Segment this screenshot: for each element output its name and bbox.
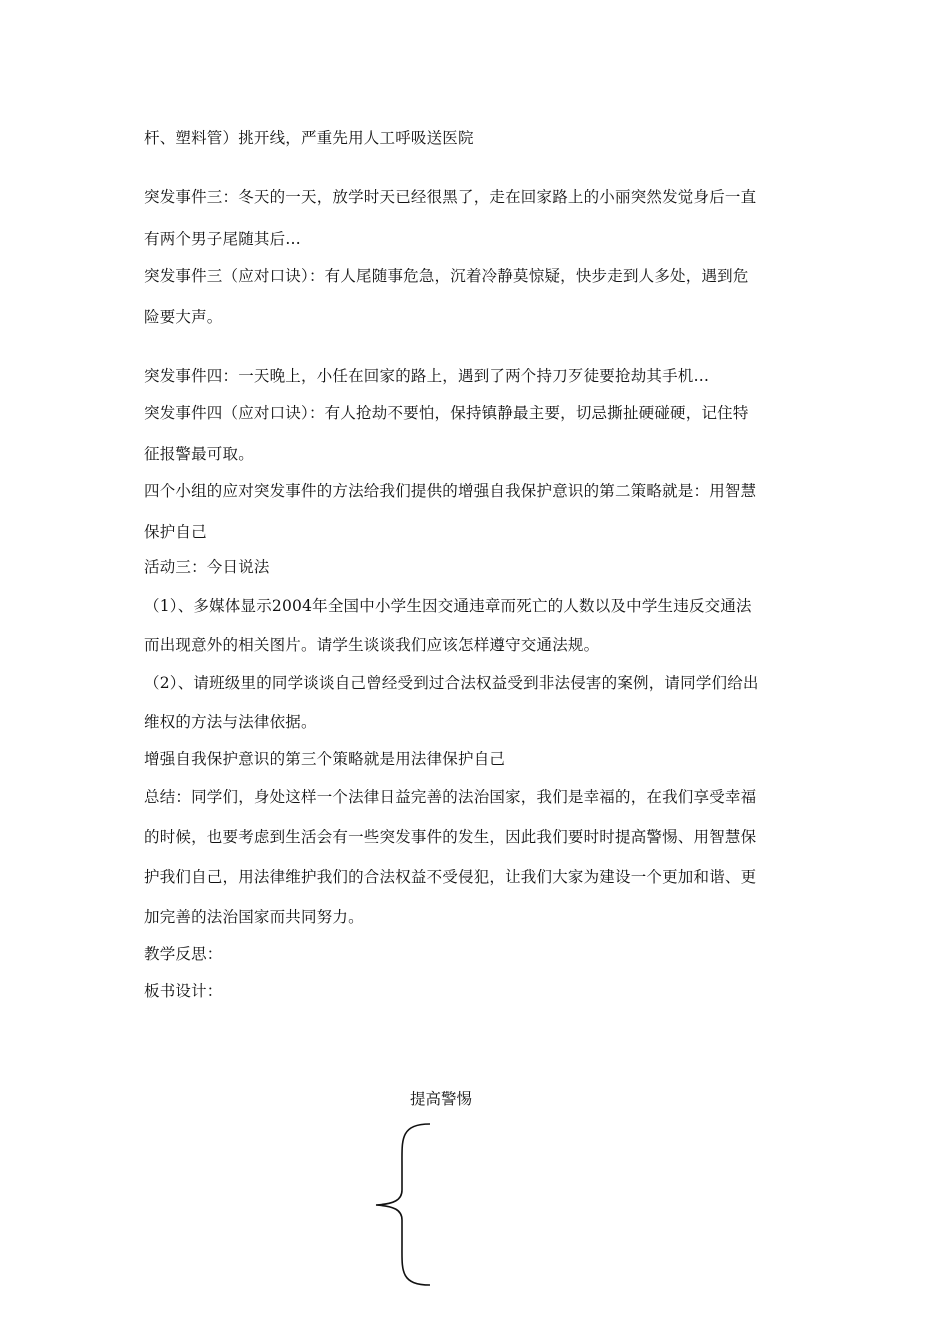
board-label: 提高警惕 [410, 1090, 473, 1108]
curly-brace-icon [370, 1120, 440, 1290]
text-line: 突发事件四：一天晚上，小任在回家的路上，遇到了两个持刀歹徒要抢劫其手机… [144, 367, 710, 385]
section-heading: 活动三：今日说法 [144, 558, 270, 576]
text-line: 板书设计： [144, 982, 223, 1000]
text-line: 四个小组的应对突发事件的方法给我们提供的增强自我保护意识的第二策略就是：用智慧 [144, 482, 757, 500]
text-line: 增强自我保护意识的第三个策略就是用法律保护自己 [144, 750, 506, 768]
text-line: 险要大声。 [144, 308, 223, 326]
text-line: 而出现意外的相关图片。请学生谈谈我们应该怎样遵守交通法规。 [144, 636, 600, 654]
text-line: 有两个男子尾随其后… [144, 230, 302, 248]
text-line: 的时候，也要考虑到生活会有一些突发事件的发生，因此我们要时时提高警惕、用智慧保 [144, 828, 757, 846]
text-line: 加完善的法治国家而共同努力。 [144, 908, 364, 926]
text-line: 杆、塑料管）挑开线，严重先用人工呼吸送医院 [144, 129, 474, 147]
text-line: 征报警最可取。 [144, 445, 254, 463]
text-line: 教学反思： [144, 945, 223, 963]
text-line: 突发事件三：冬天的一天，放学时天已经很黑了，走在回家路上的小丽突然发觉身后一直 [144, 188, 757, 206]
text-line: 保护自己 [144, 523, 207, 541]
text-line: （1）、多媒体显示2004年全国中小学生因交通违章而死亡的人数以及中学生违反交通法 [144, 597, 752, 615]
text-line: 护我们自己，用法律维护我们的合法权益不受侵犯，让我们大家为建设一个更加和谐、更 [144, 868, 757, 886]
text-line: 突发事件三（应对口诀）：有人尾随事危急，沉着冷静莫惊疑，快步走到人多处，遇到危 [144, 267, 749, 285]
text-line: 突发事件四（应对口诀）：有人抢劫不要怕，保持镇静最主要，切忌撕扯硬碰硬，记住特 [144, 404, 749, 422]
text-line: （2）、请班级里的同学谈谈自己曾经受到过合法权益受到非法侵害的案例，请同学们给出 [144, 674, 759, 692]
text-line: 总结：同学们，身处这样一个法律日益完善的法治国家，我们是幸福的，在我们享受幸福 [144, 788, 757, 806]
text-line: 维权的方法与法律依据。 [144, 713, 317, 731]
